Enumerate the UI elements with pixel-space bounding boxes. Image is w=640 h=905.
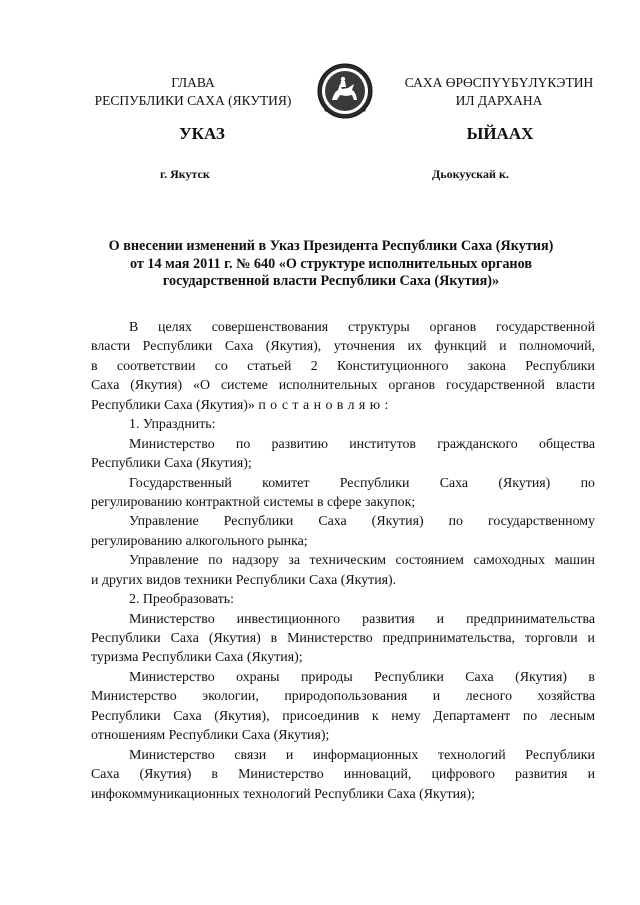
body-line: Министерство связи и информационных технологий Республики <box>129 747 595 763</box>
header-left <box>82 74 304 110</box>
body-line: туризма Республики Саха (Якутия); <box>91 650 303 666</box>
city-sakha: Дьокуускай к. <box>432 167 509 181</box>
body-line: 2. Преобразовать: <box>129 592 234 608</box>
header-right-line1: САХА ӨРӨСПҮҮБҮЛҮКЭТИН <box>404 75 594 90</box>
document-body <box>91 318 595 804</box>
body-line: регулированию контрактной системы в сфере закупок; <box>91 494 416 510</box>
body-line: власти Республики Саха (Якутия), уточнения их функций и полномочий, <box>91 339 595 355</box>
body-line: инфокоммуникационных технологий Республики Саха (Якутия); <box>91 786 475 802</box>
body-line <box>91 396 595 415</box>
body-line: Министерство по развитию институтов гражданского общества <box>129 436 595 452</box>
city-ru: г. Якутск <box>160 167 210 181</box>
body-line: Республики Саха (Якутия); <box>91 456 252 472</box>
body-line: Министерство охраны природы Республики Саха (Якутия) в <box>129 669 595 685</box>
header-left-line1: ГЛАВА <box>171 75 215 90</box>
body-line: Саха (Якутия) «О системе исполнительных органов государственной власти <box>91 378 595 394</box>
body-line: Министерство экологии, природопользования и лесного хозяйства <box>91 689 595 705</box>
title-line: государственной власти Республики Саха (Якутия)» <box>162 273 500 290</box>
body-line: отношениям Республики Саха (Якутия); <box>91 728 330 744</box>
body-line: регулированию алкогольного рынка; <box>91 533 308 549</box>
body-text: Республики Саха (Якутия)» <box>91 397 255 413</box>
header-right-line2: ИЛ ДАРХАНА <box>455 93 543 108</box>
document-title <box>96 238 566 291</box>
title-line: от 14 мая 2011 г. № 640 «О структуре исполнительных органов <box>129 255 533 272</box>
body-line: Государственный комитет Республики Саха (Якутия) по <box>129 475 595 491</box>
body-line: Управление по надзору за техническим состоянием самоходных машин <box>129 553 595 569</box>
header-right <box>388 74 610 110</box>
decree-label-sakha: ЫЙААХ <box>466 124 534 143</box>
coat-of-arms-icon <box>310 62 380 120</box>
header-left-line2: РЕСПУБЛИКИ САХА (ЯКУТИЯ) <box>94 93 292 108</box>
body-line: 1. Упразднить: <box>129 417 216 433</box>
title-line: О внесении изменений в Указ Президента Республики Саха (Якутия) <box>108 238 554 254</box>
body-line: Республики Саха (Якутия), присоединив к нему Департамент по лесным <box>91 708 595 724</box>
body-line: Министерство инвестиционного развития и предпринимательства <box>129 611 595 627</box>
body-line: в соответствии со статьей 2 Конституционного закона Республики <box>91 358 595 374</box>
body-line: Республики Саха (Якутия) в Министерство предпринимательства, торговли и <box>91 631 595 646</box>
body-line: В целях совершенствования структуры органов государственной <box>129 320 595 335</box>
body-line: и других видов техники Республики Саха (Якутия). <box>91 572 397 588</box>
body-line: Саха (Якутия) в Министерство инноваций, цифрового развития и <box>91 767 595 783</box>
decree-label-ru: УКАЗ <box>179 124 225 143</box>
body-line: Управление Республики Саха (Якутия) по государственному <box>129 514 595 530</box>
decree-verb: постановляю: <box>258 397 393 413</box>
